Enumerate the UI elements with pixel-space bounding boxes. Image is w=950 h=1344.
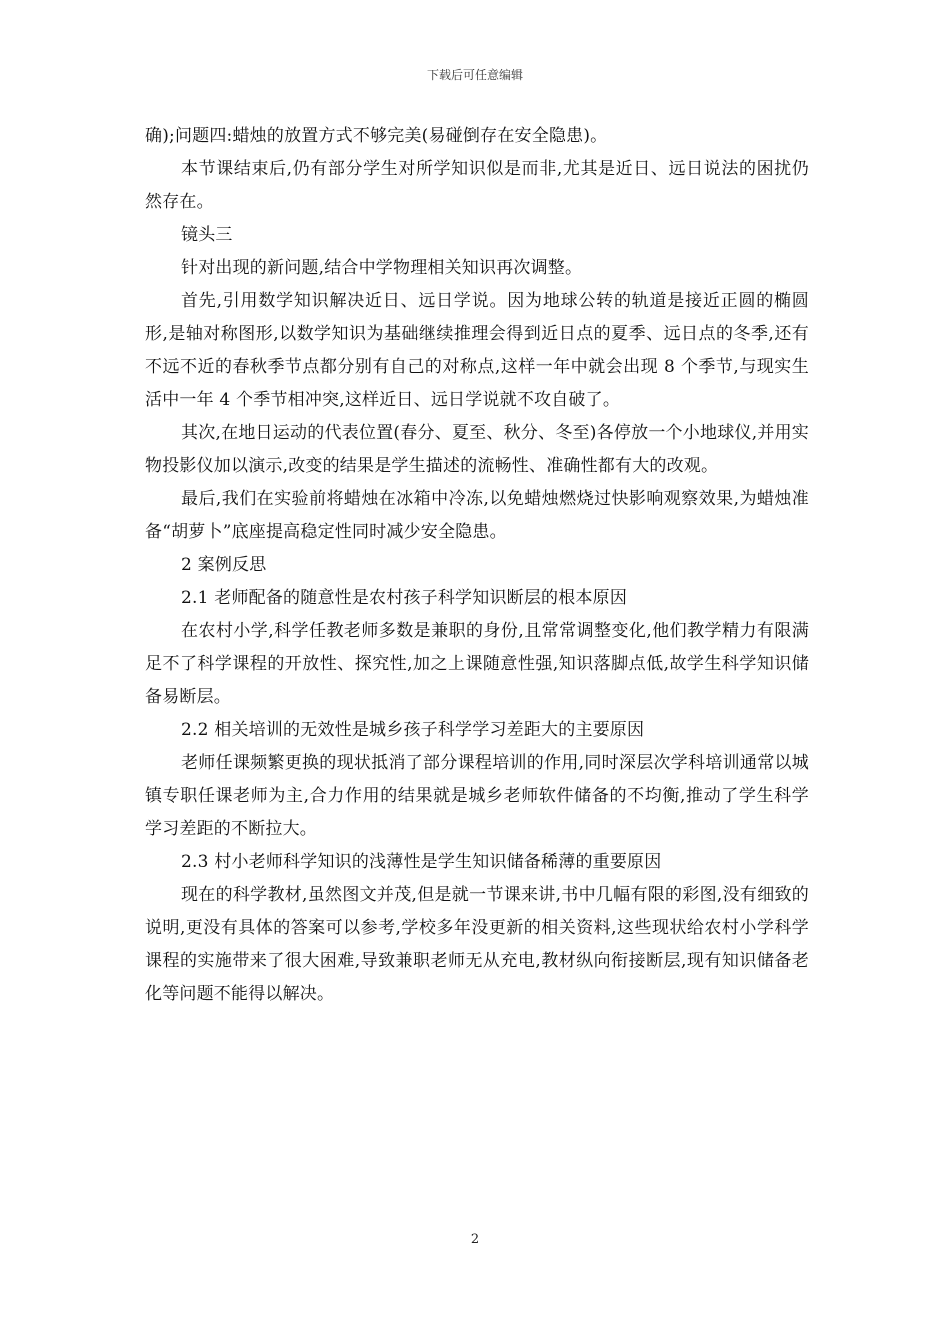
section-heading: 镜头三 (181, 225, 233, 245)
paragraph: 针对出现的新问题,结合中学物理相关知识再次调整。 (181, 258, 583, 278)
subsection-heading: 2.2 相关培训的无效性是城乡孩子科学学习差距大的主要原因 (181, 720, 645, 740)
paragraph: 首先,引用数学知识解决近日、远日学说。因为地球公转的轨道是接近正圆的椭圆形,是轴对称图形,以数学知识为基础继续推理会得到近日点的夏季、远日点的冬季,还有不远不近的春秋季节点都分别有自己的对称点,这样一年中就会出现 8 个季节,与现实生活中一年 4 个季节相冲突,这样近日、远日学说就不攻自破了。 (145, 291, 809, 410)
section-heading: 2 案例反思 (181, 555, 267, 575)
subsection-heading: 2.3 村小老师科学知识的浅薄性是学生知识储备稀薄的重要原因 (181, 852, 662, 872)
document-body (145, 120, 809, 1011)
paragraph: 本节课结束后,仍有部分学生对所学知识似是而非,尤其是近日、远日说法的困扰仍然存在。 (145, 159, 809, 212)
paragraph: 其次,在地日运动的代表位置(春分、夏至、秋分、冬至)各停放一个小地球仪,并用实物投影仪加以演示,改变的结果是学生描述的流畅性、准确性都有大的改观。 (145, 423, 809, 476)
subsection-heading: 2.1 老师配备的随意性是农村孩子科学知识断层的根本原因 (181, 588, 628, 608)
paragraph: 老师任课频繁更换的现状抵消了部分课程培训的作用,同时深层次学科培训通常以城镇专职任课老师为主,合力作用的结果就是城乡老师软件储备的不均衡,推动了学生科学学习差距的不断拉大。 (145, 753, 809, 839)
page-number: 2 (470, 1232, 480, 1247)
paragraph: 现在的科学教材,虽然图文并茂,但是就一节课来讲,书中几幅有限的彩图,没有细致的说明,更没有具体的答案可以参考,学校多年没更新的相关资料,这些现状给农村小学科学课程的实施带来了很大困难,导致兼职老师无从充电,教材纵向衔接断层,现有知识储备老化等问题不能得以解决。 (145, 885, 809, 1004)
paragraph: 最后,我们在实验前将蜡烛在冰箱中冷冻,以免蜡烛燃烧过快影响观察效果,为蜡烛准备“胡萝卜”底座提高稳定性同时减少安全隐患。 (145, 489, 809, 542)
page-header: 下载后可任意编辑 (426, 68, 523, 82)
paragraph: 在农村小学,科学任教老师多数是兼职的身份,且常常调整变化,他们教学精力有限满足不了科学课程的开放性、探究性,加之上课随意性强,知识落脚点低,故学生科学知识储备易断层。 (145, 621, 809, 707)
paragraph: 确);问题四:蜡烛的放置方式不够完美(易碰倒存在安全隐患)。 (145, 126, 608, 146)
